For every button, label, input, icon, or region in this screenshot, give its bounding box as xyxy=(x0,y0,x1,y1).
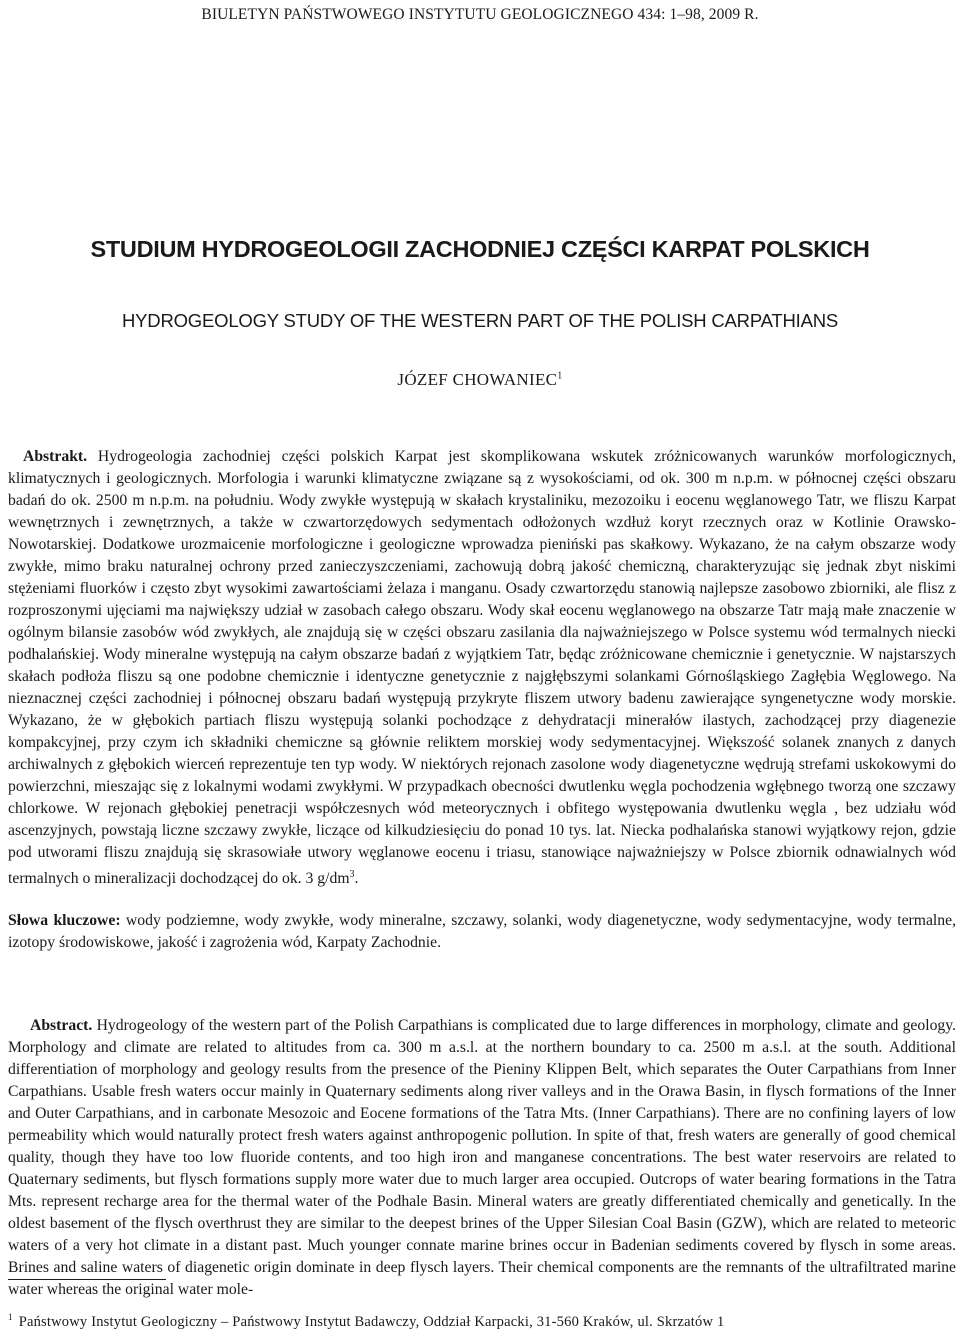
footnote-text: Państwowy Instytut Geologiczny – Państwowy Instytut Badawczy, Oddział Karpacki, 31-560 Kraków, ul. Skrzatów 1 xyxy=(18,1313,725,1330)
journal-header: BIULETYN PAŃSTWOWEGO INSTYTUTU GEOLOGICZNEGO 434: 1–98, 2009 R. xyxy=(201,6,759,23)
polish-abstract-text: Hydrogeologia zachodniej części polskich Karpat jest skomplikowana wskutek zróżnicowanych warunków morfologicznych, klimatycznych i geologicznych. Morfologia i warunki klimatyczne związane są z wysokościami, od ok. 300 m n.p.m. w północnej części obszaru badań do ok. 2500 m n.p.m. na południu. Wody zwykłe występują w skałach krystaliniku, mezozoiku i eocenu węglanowego Tatr, we fliszu Karpat wewnętrznych i zewnętrznych, a także w czwartorzędowych sedymentach odłożonych wzdłuż koryt rzecznych oraz w Kotlinie Orawsko-Nowotarskiej. Dodatkowe urozmaicenie morfologiczne i geologiczne wprowadza pieniński pas skałkowy. Wykazano, że na całym obszarze wody zwykłe, mimo braku naturalnej ochrony przed zanieczyszczeniami, zachowują dobrą jakość chemiczną, charakteryzując się jednak zbyt niskimi stężeniami fluorków i często zbyt wysokimi zawartościami żelaza i manganu. Osady czwartorzędu stanowią najlepsze zasobowo zbiorniki, ale flisz z rozproszonymi ujęciami ma największy udział w zasobach całego obszaru. Wody skał eocenu węglanowego na obszarze Tatr mają małe znaczenie w ogólnym bilansie zasobów wód zwykłych, ale znajdują się w części obszaru zasilania dla najważniejszego w Polsce systemu wód termalnych niecki podhalańskiej. Wody mineralne występują na całym obszarze badań z wyjątkiem Tatr, będąc zróżnicowane chemicznie i genetycznie. W najstarszych skałach podłoża fliszu są one podobne chemicznie i identyczne genetycznie z najgłębszymi solankami Górnośląskiego Zagłębia Węglowego. Na nieznacznej części zachodniej i północnej obszaru badań występują przykryte fliszem utwory badenu zawierające syngenetyczne wody morskie. Wykazano, że w głębokich partiach fliszu występują solanki pochodzące z dehydratacji minerałów ilastych, zachodzącej przy diagenezie kompakcyjnej, przy czym ich składniki chemiczne są głównie reliktem morskiej wody sedymentacyjnej. Większość solanek znanych z danych archiwalnych z głębokich wierceń reprezentuje ten typ wody. W niektórych rejonach zasolone wody diagenetyczne wędrują strefami uskokowymi do powierzchni, mieszając się z lokalnymi wodami zwykłymi. W przypadkach obecności dwutlenku węgla pochodzenia wgłębnego tworzą one szczawy chlorkowe. W rejonach głębokiej penetracji współczesnych wód meteorycznych i obfitego występowania dwutlenku węgla , bez udziału wód ascenzyjnych, powstają liczne szczawy zwykłe, liczące od kilkudziesięciu do ponad 10 tys. lat. Niecka podhalańska stanowi wyjątkowy rejon, gdzie pod utworami fliszu znajdują się skrasowiałe utwory węglanowe eocenu i triasu, stanowiące najważniejszy w Polsce zbiornik odnawialnych wód termalnych o mineralizacji dochodzącej do ok. 3 g/dm xyxy=(8,448,956,888)
unit-exponent: 3 xyxy=(349,869,355,880)
footnote-divider xyxy=(8,1279,166,1280)
affiliation-marker: 1 xyxy=(557,370,563,382)
article-title-polish: STUDIUM HYDROGEOLOGII ZACHODNIEJ CZĘŚCI KARPAT POLSKICH xyxy=(90,236,870,262)
author-line xyxy=(0,370,960,390)
polish-abstract-lead: Abstrakt. xyxy=(23,448,88,465)
polish-abstract xyxy=(8,446,956,890)
polish-abstract-end: . xyxy=(354,870,359,888)
keywords xyxy=(8,910,956,954)
keywords-text: wody podziemne, wody zwykłe, wody mineralne, szczawy, solanki, wody diagenetyczne, wody sedymentacyjne, wody termalne, izotopy środowiskowe, jakość i zagrożenia wód, Karpaty Zachodnie. xyxy=(8,912,957,951)
article-title-english: HYDROGEOLOGY STUDY OF THE WESTERN PART OF THE POLISH CARPATHIANS xyxy=(121,310,839,331)
english-abstract-lead: Abstract. xyxy=(30,1017,93,1034)
author-name: JÓZEF CHOWANIEC xyxy=(397,370,558,389)
footnote xyxy=(8,1312,956,1331)
english-abstract xyxy=(8,1015,956,1301)
footnote-marker: 1 xyxy=(8,1312,13,1322)
english-abstract-text: Hydrogeology of the western part of the Polish Carpathians is complicated due to large differences in morphology, climate and geology. Morphology and climate are related to altitudes from ca. 300 m a.s.l. at the northern boundary to ca. 2500 m a.s.l. at the south. Additional differentiation of morphology and geology results from the presence of the Pieniny Klippen Belt, which separates the Outer Carpathians from Inner Carpathians. Usable fresh waters occur mainly in Quaternary sediments along river valleys and in the Orawa Basin, in flysch formations of the Inner and Outer Carpathians, and in carbonate Mesozoic and Eocene formations of the Tatra Mts. (Inner Carpathians). There are no confining layers of low permeability which would naturally protect fresh waters against anthropogenic pollution. In spite of that, fresh waters are generally of good chemical quality, though they have too low fluoride contents, and too high iron and manganese concentrations. The best water reservoirs are related to Quaternary sediments, but flysch formations supply more water due to much larger area occupied. Outcrops of water bearing formations in the Tatra Mts. represent recharge area for the thermal water of the Podhale Basin. Mineral waters are greatly differentiated chemically and genetically. In the oldest basement of the flysch overthrust they are similar to the deepest brines of the Upper Silesian Coal Basin (GZW), which are related to meteoric waters of a very hot climate in a distant past. Much younger connate marine brines occur in Badenian sediments covered by flysch in some areas. Brines and saline waters of diagenetic origin dominate in deep flysch layers. Their chemical components are the remnants of the ultrafiltrated marine water whereas the original water mole- xyxy=(8,1017,957,1298)
keywords-lead: Słowa kluczowe: xyxy=(8,912,121,929)
